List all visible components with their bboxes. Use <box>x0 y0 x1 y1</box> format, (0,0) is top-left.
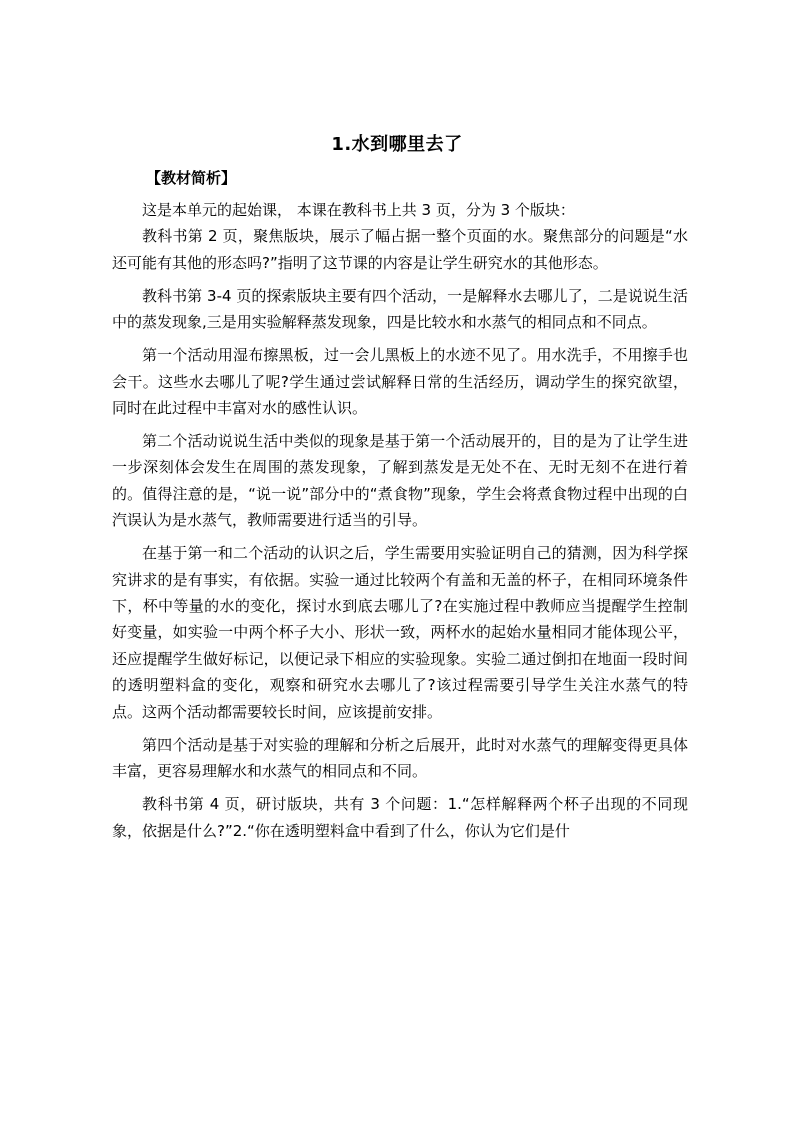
paragraph-activity-four: 第四个活动是基于对实验的理解和分析之后展开，此时对水蒸气的理解变得更具体丰富，更容易理解水和水蒸气的相同点和不同。 <box>112 735 688 781</box>
paragraph-focus-section: 教科书第 2 页，聚焦版块，展示了幅占据一整个页面的水。聚焦部分的问题是“水还可能有其他的形态吗?”指明了这节课的内容是让学生研究水的其他形态。 <box>112 227 688 272</box>
paragraph-explore-section: 教科书第 3-4 页的探索版块主要有四个活动，一是解释水去哪儿了，二是说说生活中的蒸发现象,三是用实验解释蒸发现象，四是比较水和水蒸气的相同点和不同点。 <box>112 286 688 332</box>
body-text <box>112 197 688 844</box>
paragraph-activity-two: 第二个活动说说生活中类似的现象是基于第一个活动展开的，目的是为了让学生进一步深刻体会发生在周围的蒸发现象，了解到蒸发是无处不在、无时无刻不在进行着的。值得注意的是，“说一说”部分中的“煮食物”现象，学生会将煮食物过程中出现的白汽误认为是水蒸气，教师需要进行适当的引导。 <box>112 432 688 530</box>
paragraph-activity-one: 第一个活动用湿布擦黑板，过一会儿黑板上的水迹不见了。用水洗手，不用擦手也会干。这些水去哪儿了呢?学生通过尝试解释日常的生活经历，调动学生的探究欲望，同时在此过程中丰富对水的感性认识。 <box>112 346 688 418</box>
paragraph-discussion-section: 教科书第 4 页，研讨版块，共有 3 个问题：1.“怎样解释两个杯子出现的不同现象，依据是什么?”2.“你在透明塑料盒中看到了什么，你认为它们是什 <box>112 795 688 840</box>
page-title: 1.水到哪里去了 <box>331 134 463 155</box>
section-heading: 【教材简析】 <box>146 169 237 187</box>
paragraph-intro: 这是本单元的起始课， 本课在教科书上共 3 页，分为 3 个版块： <box>142 201 575 219</box>
paragraph-activity-three: 在基于第一和二个活动的认识之后，学生需要用实验证明自己的猜测，因为科学探究讲求的是有事实，有依据。实验一通过比较两个有盖和无盖的杯子，在相同环境条件下，杯中等量的水的变化，探讨水到底去哪儿了?在实施过程中教师应当提醒学生控制好变量，如实验一中两个杯子大小、形状一致，两杯水的起始水量相同才能体现公平，还应提醒学生做好标记，以便记录下相应的实验现象。实验二通过倒扣在地面一段时间的透明塑料盒的变化，观察和研究水去哪儿了?该过程需要引导学生关注水蒸气的特点。这两个活动都需要较长时间，应该提前安排。 <box>112 544 688 721</box>
